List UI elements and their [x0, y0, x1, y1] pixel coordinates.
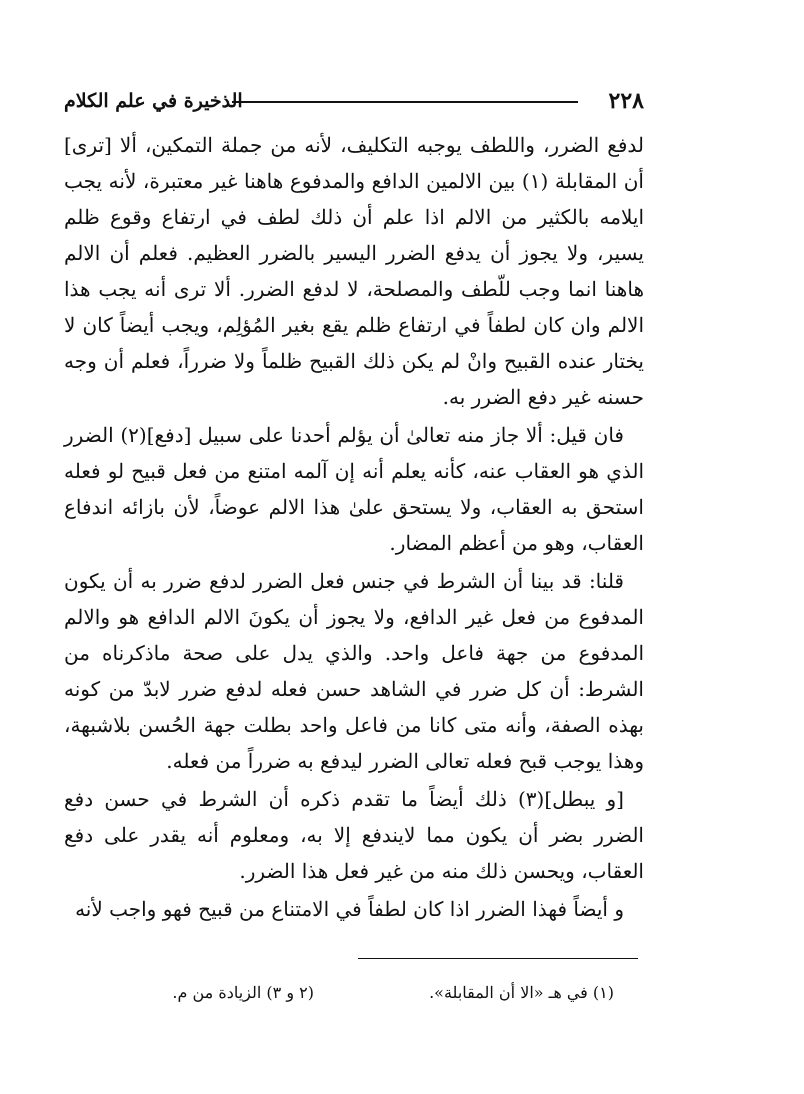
footnote-1: (١) في هـ «الا أن المقابلة».	[429, 983, 614, 1002]
paragraph: قلنا: قد بينا أن الشرط في جنس فعل الضرر لدفع ضرر به أن يكون المدفوع من فعل غير الدافع، ولا يجوز أن يكونَ الالم الدافع هو والالم المدفوع من جهة فاعل واحد. والذي يدل على صحة ماذكرناه من الشرط: أن كل ضرر في الشاهد حسن فعله لدفع ضرر لابدّ من كونه بهذه الصفة، وأنه متى كانا من فاعل واحد بطلت جهة الحُسن بلاشبهة، وهذا يوجب قبح فعله تعالى الضرر ليدفع به ضرراً من فعله.	[64, 569, 644, 773]
header-rule	[232, 101, 578, 103]
footnote-2-3: (٢ و ٣) الزيادة من م.	[172, 983, 314, 1002]
page-number: ٢٢٨	[608, 88, 644, 114]
page-header	[64, 86, 644, 116]
running-title: الذخيرة في علم الكلام	[64, 90, 243, 112]
paragraph: لدفع الضرر، واللطف يوجبه التكليف، لأنه من جملة التمكين، ألا [ترى] أن المقابلة (١) بين الالمين الدافع والمدفوع هاهنا غير معتبرة، لأنه يجب ايلامه بالكثير من الالم اذا علم أن ذلك لطف في ارتفاع وقوع ظلم يسير، ولا يجوز أن يدفع الضرر اليسير بالضرر العظيم. فعلم أن الالم هاهنا انما وجب للّطف والمصلحة، لا لدفع الضرر. ألا ترى أنه يجب هذا الالم وان كان لطفاً في ارتفاع ظلم يقع بغير المُؤلِم، ويجب أيضاً كان لا يختار عنده القبيح وانْ لم يكن ذلك القبيح ظلماً ولا ضرراً، فعلم أن وجه حسنه غير دفع الضرر به.	[64, 133, 644, 409]
paragraph: فان قيل: ألا جاز منه تعالىٰ أن يؤلم أحدنا على سبيل [دفع](٢) الضرر الذي هو العقاب عنه، كأنه يعلم أنه إن آلمه امتنع من فعل قبيح لو فعله استحق به العقاب، ولا يستحق علىٰ هذا الالم عوضاً، لأن بازائه اندفاع العقاب، وهو من أعظم المضار.	[64, 423, 644, 555]
paragraph: و أيضاً فهذا الضرر اذا كان لطفاً في الامتناع من قبيح فهو واجب لأنه	[75, 897, 624, 921]
paragraph: [و يبطل](٣) ذلك أيضاً ما تقدم ذكره أن الشرط في حسن دفع الضرر بضر أن يكون مما لايندفع إلا به، ومعلوم أنه يقدر على دفع العقاب، ويحسن ذلك منه من غير فعل هذا الضرر.	[64, 787, 644, 883]
footnotes	[64, 978, 644, 1008]
body-text	[64, 127, 644, 927]
footnote-separator	[358, 958, 638, 959]
